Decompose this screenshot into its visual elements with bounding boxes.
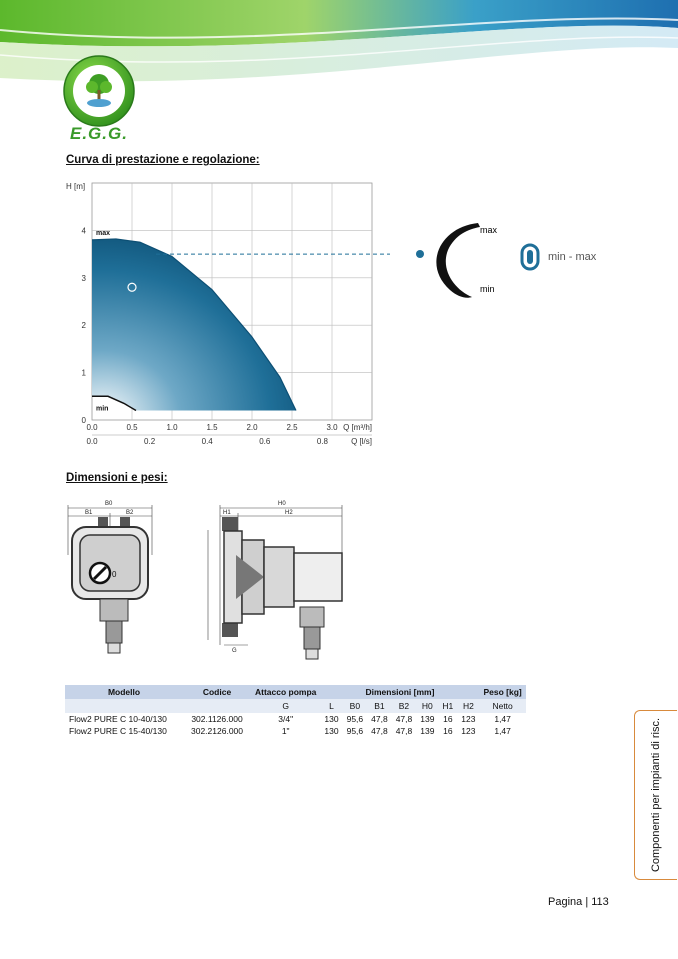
cell-codice: 302.1126.000 bbox=[191, 714, 243, 724]
dimensions-section-title: Dimensioni e pesi: bbox=[66, 472, 168, 484]
chart-x2-tick-label: 0.8 bbox=[316, 437, 328, 446]
cell-b1: 47,8 bbox=[371, 726, 388, 736]
side-tab-label: Componenti per impianti di risc. bbox=[650, 717, 662, 873]
cell-codice: 302.2126.000 bbox=[191, 726, 243, 736]
cell-modello: Flow2 PURE C 15-40/130 bbox=[69, 726, 167, 736]
chart-x-tick-label: 0.0 bbox=[86, 423, 98, 432]
regulator-max-label: max bbox=[480, 225, 498, 235]
regulator-arc bbox=[436, 223, 480, 298]
chart-y-tick-label: 0 bbox=[81, 416, 86, 425]
subheader-b0: B0 bbox=[343, 699, 368, 713]
dim-h1-label: H1 bbox=[223, 510, 231, 516]
chart-y-tick-label: 1 bbox=[81, 368, 86, 378]
dim-b2-label: B2 bbox=[126, 510, 134, 516]
cell-netto: 1,47 bbox=[494, 714, 511, 724]
chart-x-tick-label: 0.5 bbox=[126, 423, 138, 432]
table-row bbox=[65, 713, 526, 725]
regulator-knob-point bbox=[416, 250, 424, 258]
table-sub-header-row bbox=[65, 699, 526, 713]
chart-y-axis-label: H [m] bbox=[66, 182, 86, 191]
cell-l: 130 bbox=[324, 726, 339, 736]
subheader-h0: H0 bbox=[416, 699, 438, 713]
header-dimensioni: Dimensioni [mm] bbox=[320, 685, 479, 699]
regulator-range-label: min - max bbox=[548, 251, 597, 263]
spec-table bbox=[65, 685, 526, 737]
footer-separator: | bbox=[585, 896, 589, 908]
header-codice: Codice bbox=[183, 685, 251, 699]
chart-x-tick-label: 2.5 bbox=[286, 423, 298, 432]
cell-b0: 95,6 bbox=[346, 726, 364, 736]
chart-x2-tick-label: 0.4 bbox=[201, 437, 213, 446]
cell-b0: 95,6 bbox=[346, 714, 364, 724]
subheader-empty-1 bbox=[65, 699, 183, 713]
chart-x2-tick-label: 0.6 bbox=[259, 437, 271, 446]
logo-text: E.G.G. bbox=[70, 124, 128, 143]
pump-dimensions-drawing bbox=[60, 495, 360, 675]
cell-netto: 1,47 bbox=[494, 726, 511, 736]
chart-y-tick-label: 2 bbox=[81, 321, 86, 331]
header-peso: Peso [kg] bbox=[479, 685, 525, 699]
cell-modello: Flow2 PURE C 10-40/130 bbox=[69, 714, 167, 724]
dim-g-label: G bbox=[232, 648, 237, 654]
chart-x-tick-label: 2.0 bbox=[246, 423, 258, 432]
table-group-header-row bbox=[65, 685, 526, 699]
regulator-diagram bbox=[410, 205, 610, 315]
cell-h2: 123 bbox=[461, 714, 476, 724]
cell-h0: 139 bbox=[420, 714, 435, 724]
chart-x2-tick-label: 0.2 bbox=[144, 437, 156, 446]
dim-b0-label: B0 bbox=[105, 501, 113, 507]
subheader-b1: B1 bbox=[367, 699, 392, 713]
dim-b1-label: B1 bbox=[85, 510, 93, 516]
performance-curve-chart bbox=[60, 175, 390, 450]
cell-h1: 16 bbox=[443, 726, 453, 736]
table-row bbox=[65, 725, 526, 737]
cell-b2: 47,8 bbox=[395, 726, 413, 736]
footer-page-number: 113 bbox=[591, 896, 609, 908]
chart-y-tick-label: 4 bbox=[81, 226, 86, 236]
subheader-g: G bbox=[251, 699, 320, 713]
cell-g: 1" bbox=[281, 726, 290, 736]
chart-x2-tick-label: 0.0 bbox=[86, 437, 98, 446]
chart-x-axis-label: Q [m³/h] bbox=[343, 423, 372, 432]
cell-h2: 123 bbox=[461, 726, 476, 736]
cell-g: 3/4" bbox=[278, 714, 294, 724]
subheader-l: L bbox=[320, 699, 342, 713]
cell-b2: 47,8 bbox=[395, 714, 413, 724]
cell-l: 130 bbox=[324, 714, 339, 724]
svg-text:0: 0 bbox=[112, 570, 117, 579]
chart-y-tick-label: 3 bbox=[81, 273, 86, 283]
header-attacco-pompa: Attacco pompa bbox=[251, 685, 320, 699]
chart-series-label-max: max bbox=[96, 230, 111, 238]
subheader-h2: H2 bbox=[457, 699, 479, 713]
dim-h2-label: H2 bbox=[285, 510, 293, 516]
subheader-h1: H1 bbox=[438, 699, 457, 713]
chart-series-label-min: min bbox=[96, 405, 109, 413]
pump-front-view bbox=[72, 517, 148, 653]
chart-x2-axis-label: Q [l/s] bbox=[351, 437, 372, 446]
cell-h1: 16 bbox=[443, 714, 453, 724]
dim-h0-label: H0 bbox=[278, 501, 286, 507]
chart-x-tick-label: 1.0 bbox=[166, 423, 178, 432]
performance-section-title: Curva di prestazione e regolazione: bbox=[66, 154, 260, 166]
page-footer bbox=[548, 896, 609, 908]
side-tab bbox=[634, 710, 677, 880]
subheader-netto: Netto bbox=[479, 699, 525, 713]
header-modello: Modello bbox=[65, 685, 183, 699]
chart-x-tick-label: 1.5 bbox=[206, 423, 218, 432]
chart-x-tick-label: 3.0 bbox=[326, 423, 338, 432]
pump-side-view bbox=[222, 517, 342, 659]
egg-logo-icon bbox=[62, 54, 136, 128]
cell-h0: 139 bbox=[420, 726, 435, 736]
footer-page-label: Pagina bbox=[548, 896, 583, 908]
subheader-b2: B2 bbox=[392, 699, 417, 713]
regulator-min-label: min bbox=[480, 284, 495, 294]
cell-b1: 47,8 bbox=[371, 714, 388, 724]
subheader-empty-2 bbox=[183, 699, 251, 713]
